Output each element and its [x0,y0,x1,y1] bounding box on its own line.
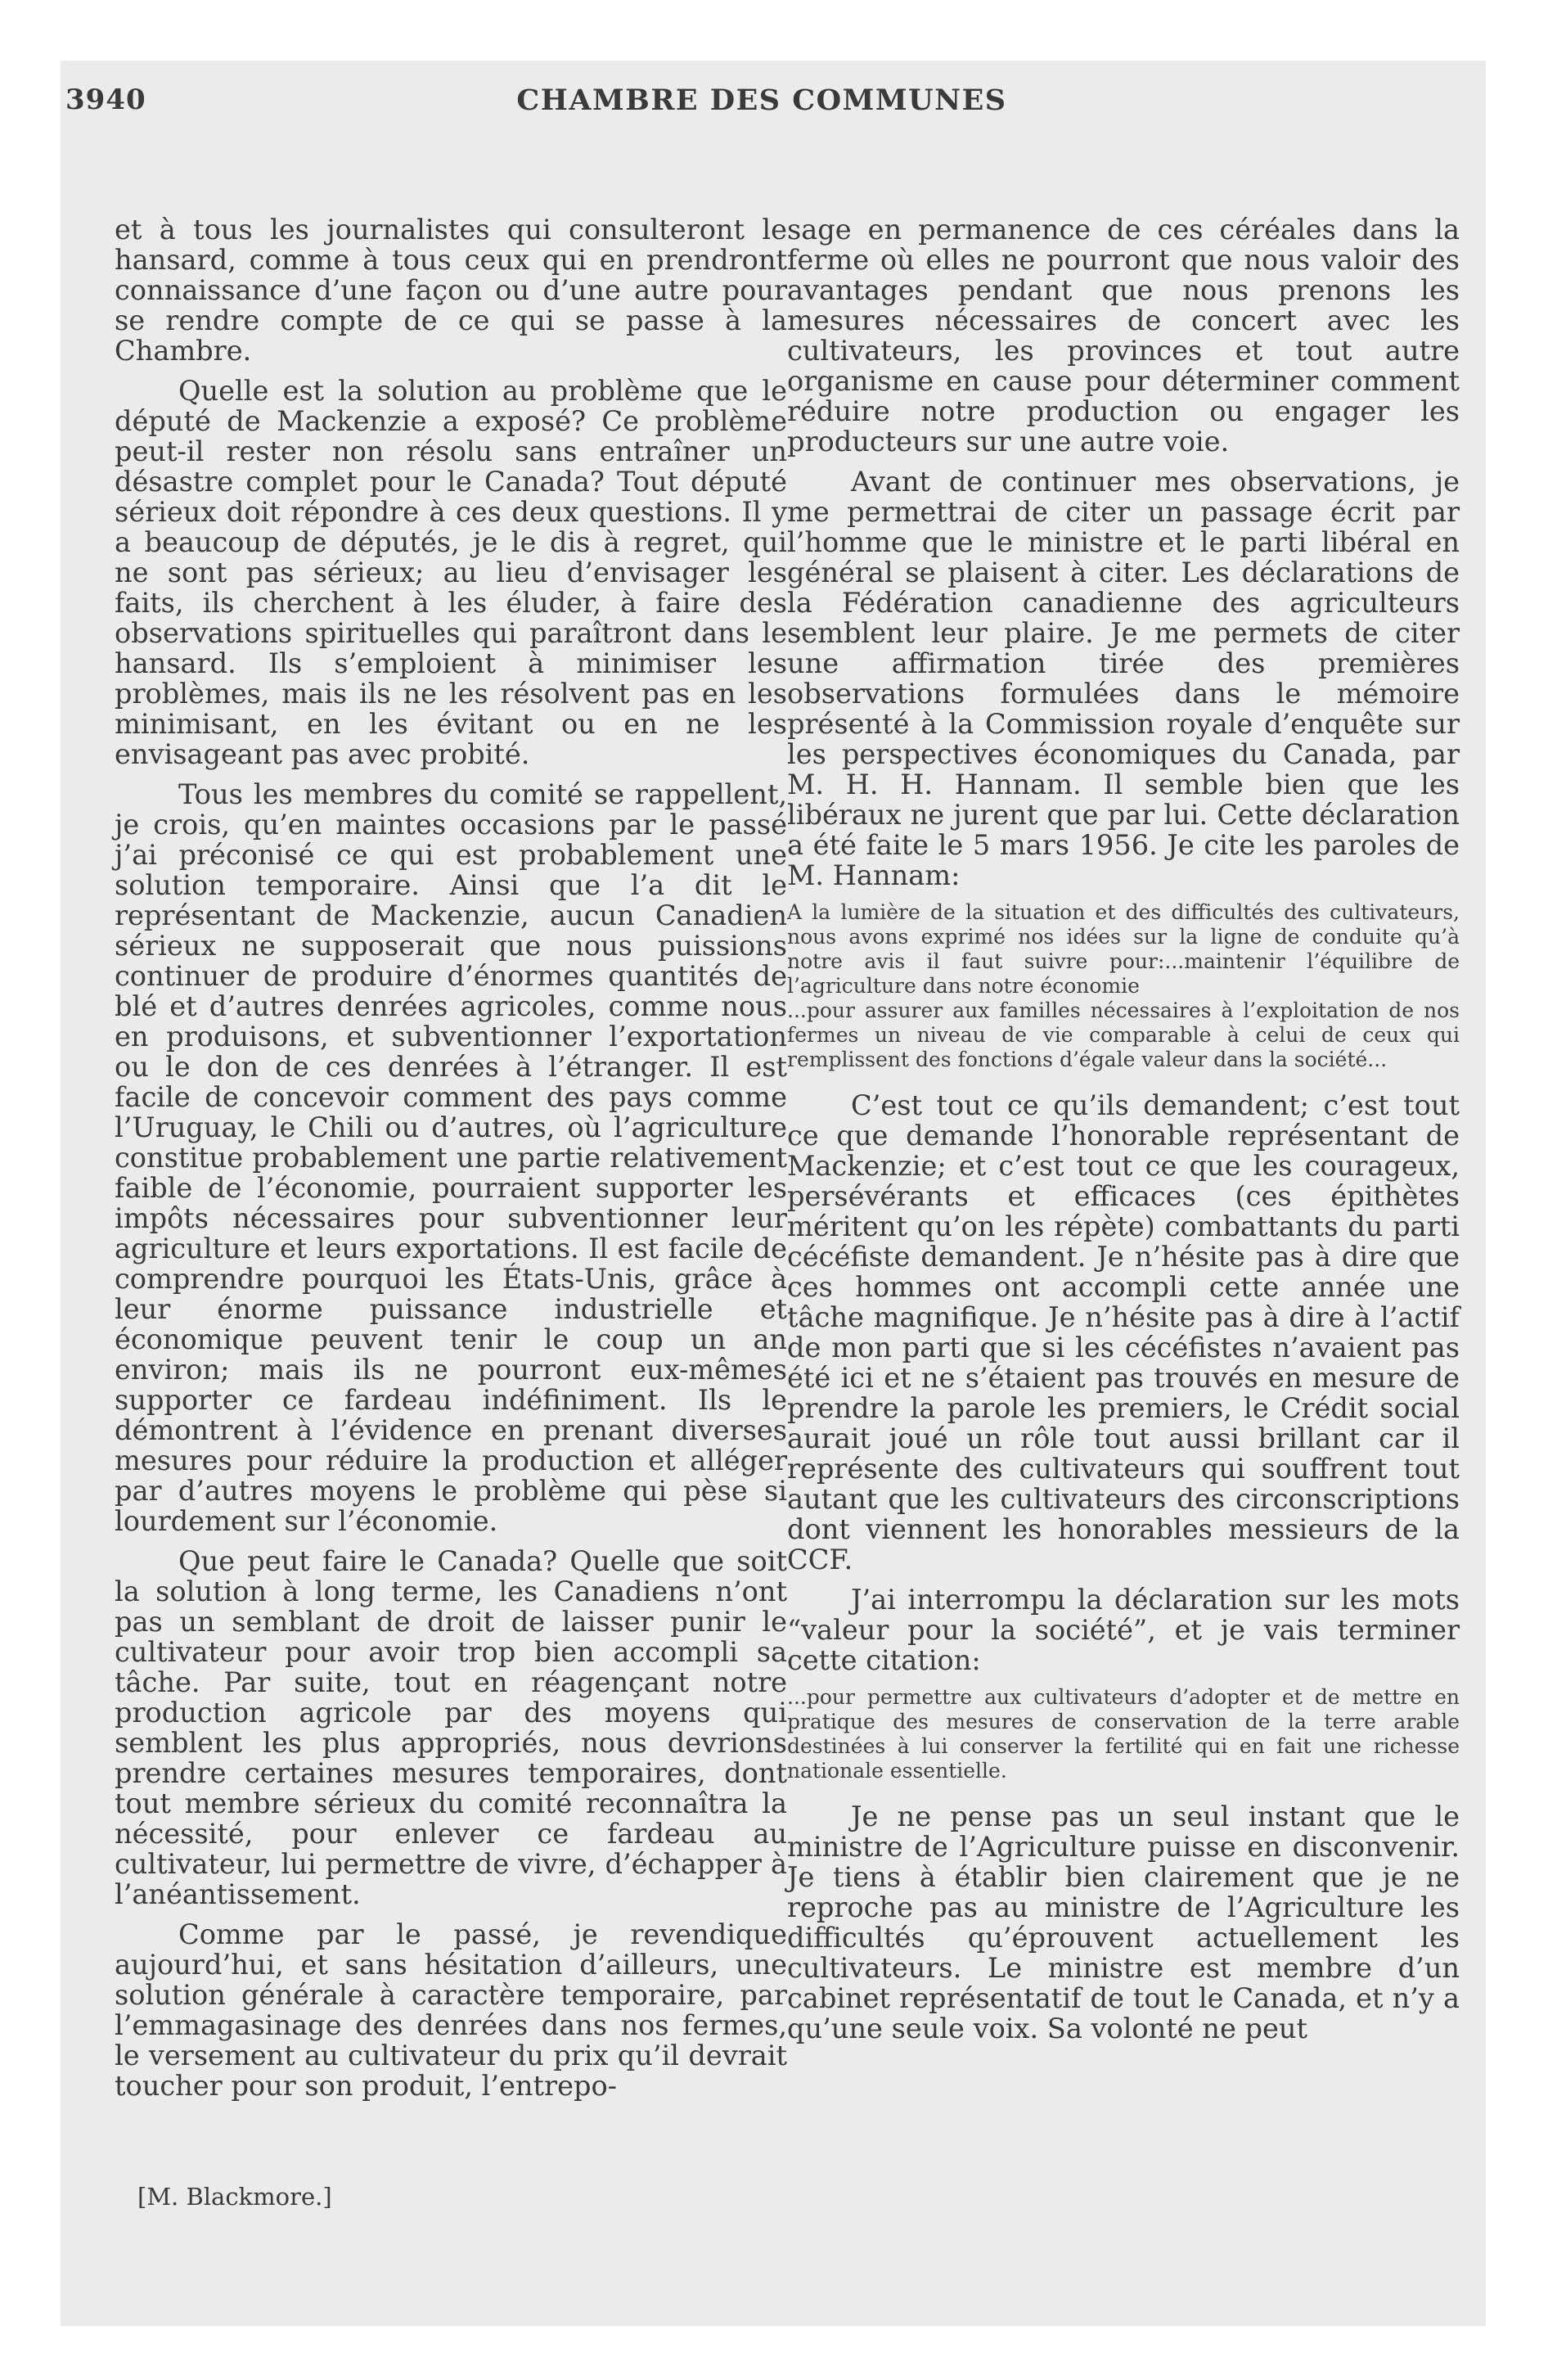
paragraph: Tous les membres du comité se rappellent, je crois, qu’en maintes occasions par le passé j’ai préconisé ce qui est probablement une solution temporaire. Ainsi que l’a dit le représentant de Mackenzie, aucun Canadien sérieux ne supposerait que nous puissions continuer de produire d’énormes quantités de blé et d’autres denrées agricoles, comme nous en produisons, et subventionner l’exportation ou le don de ces denrées à l’étranger. Il est facile de concevoir comment des pays comme l’Uruguay, le Chili ou d’autres, où l’agriculture constitue probablement une partie relativement faible de l’économie, pourraient supporter les impôts nécessaires pour subventionner leur agriculture et leurs exportations. Il est facile de comprendre pourquoi les États-Unis, grâce à leur énorme puissance industrielle et économique peuvent tenir le coup un an environ; mais ils ne pourront eux-mêmes supporter ce fardeau indéfiniment. Ils le démontrent à l’évidence en prenant diverses mesures pour réduire la production et alléger par d’autres moyens le problème qui pèse si lourdement sur l’économie. [115,778,787,1537]
quote-text: ...pour assurer aux familles nécessaires à l’exploitation de nos fermes un niveau de vie comparable à celui de ceux qui remplissent des fonctions d’égale valeur dans la société... [787,998,1460,1071]
quote-text: A la lumière de la situation et des difficultés des cultivateurs, nous avons exprimé nos idées sur la ligne de conduite qu’à notre avis il faut suivre pour:...maintenir l’équilibre de l’agriculture dans notre économie [787,900,1460,998]
paragraph: sage en permanence de ces céréales dans la ferme où elles ne pourront que nous valoir des avantages pendant que nous prenons les mesures nécessaires de concert avec les cultivateurs, les provinces et tout autre organisme en cause pour déterminer comment réduire notre production ou engager les producteurs sur une autre voie. [787,214,1460,458]
paragraph: Je ne pense pas un seul instant que le ministre de l’Agriculture puisse en disconvenir. Je tiens à établir bien clairement que je ne reproche pas au ministre de l’Agriculture les difficultés qu’éprouvent actuellement les cultivateurs. Le ministre est membre d’un cabinet représentatif de tout le Canada, et n’y a qu’une seule voix. Sa volonté ne peut [787,1801,1460,2044]
paragraph: J’ai interrompu la déclaration sur les mots “valeur pour la société”, et je vais terminer cette citation: [787,1584,1460,1676]
paragraph: Avant de continuer mes observations, je me permettrai de citer un passage écrit par l’homme que le ministre et le parti libéral en général se plaisent à citer. Les déclarations de la Fédération canadienne des agriculteurs semblent leur plaire. Je me permets de citer une affirmation tirée des premières observations formulées dans le mémoire présenté à la Commission royale d’enquête sur les perspectives économiques du Canada, par M. H. H. Hannam. Il semble bien que les libéraux ne jurent que par lui. Cette déclaration a été faite le 5 mars 1956. Je cite les paroles de M. Hannam: [787,466,1460,891]
quote-text: ...pour permettre aux cultivateurs d’adopter et de mettre en pratique des mesures de conservation de la terre arable destinées à lui conserver la fertilité qui en fait une richesse nationale essentielle. [787,1685,1460,1783]
paragraph: Comme par le passé, je revendique aujourd’hui, et sans hésitation d’ailleurs, une solution générale à caractère temporaire, par l’emmagasinage des denrées dans nos fermes, le versement au cultivateur du prix qu’il devrait toucher pour son produit, l’entrepo- [115,1918,787,2102]
left-column [115,214,787,2111]
paragraph: Quelle est la solution au problème que le député de Mackenzie a exposé? Ce problème peut-il rester non résolu sans entraîner un désastre complet pour le Canada? Tout député sérieux doit répondre à ces deux questions. Il y a beaucoup de députés, je le dis à regret, qui ne sont pas sérieux; au lieu d’envisager les faits, ils cherchent à les éluder, à faire des observations spirituelles qui paraîtront dans le hansard. Ils s’emploient à minimiser les problèmes, mais ils ne les résolvent pas en les minimisant, en les évitant ou en ne les envisageant pas avec probité. [115,375,787,770]
block-quote [787,900,1460,1072]
running-title: CHAMBRE DES COMMUNES [516,83,1007,117]
right-column [787,214,1460,2053]
paragraph: Que peut faire le Canada? Quelle que soit la solution à long terme, les Canadiens n’ont pas un semblant de droit de laisser punir le cultivateur pour avoir trop bien accompli sa tâche. Par suite, tout en réagençant notre production agricole par des moyens qui semblent les plus appropriés, nous devrions prendre certaines mesures temporaires, dont tout membre sérieux du comité reconnaîtra la nécessité, pour enlever ce fardeau au cultivateur, lui permettre de vivre, d’échapper à l’anéantissement. [115,1545,787,1910]
page-number: 3940 [65,83,146,116]
block-quote [787,1685,1460,1783]
page-header [65,83,1458,128]
paragraph: C’est tout ce qu’ils demandent; c’est tout ce que demande l’honorable représentant de Mackenzie; et c’est tout ce que les courageux, persévérants et efficaces (ces épithètes méritent qu’on les répète) combattants du parti cécéfiste demandent. Je n’hésite pas à dire que ces hommes ont accompli cette année une tâche magnifique. Je n’hésite pas à dire à l’actif de mon parti que si les cécéfistes n’avaient pas été ici et ne s’étaient pas trouvés en mesure de prendre la parole les premiers, le Crédit social aurait joué un rôle tout aussi brillant car il représente des cultivateurs qui souffrent tout autant que les cultivateurs des circonscriptions dont viennent les honorables messieurs de la CCF. [787,1089,1460,1575]
paragraph: et à tous les journalistes qui consulteront le hansard, comme à tous ceux qui en prendront connaissance d’une façon ou d’une autre pour se rendre compte de ce qui se passe à la Chambre. [115,214,787,367]
speaker-footnote: [M. Blackmore.] [137,2183,332,2211]
